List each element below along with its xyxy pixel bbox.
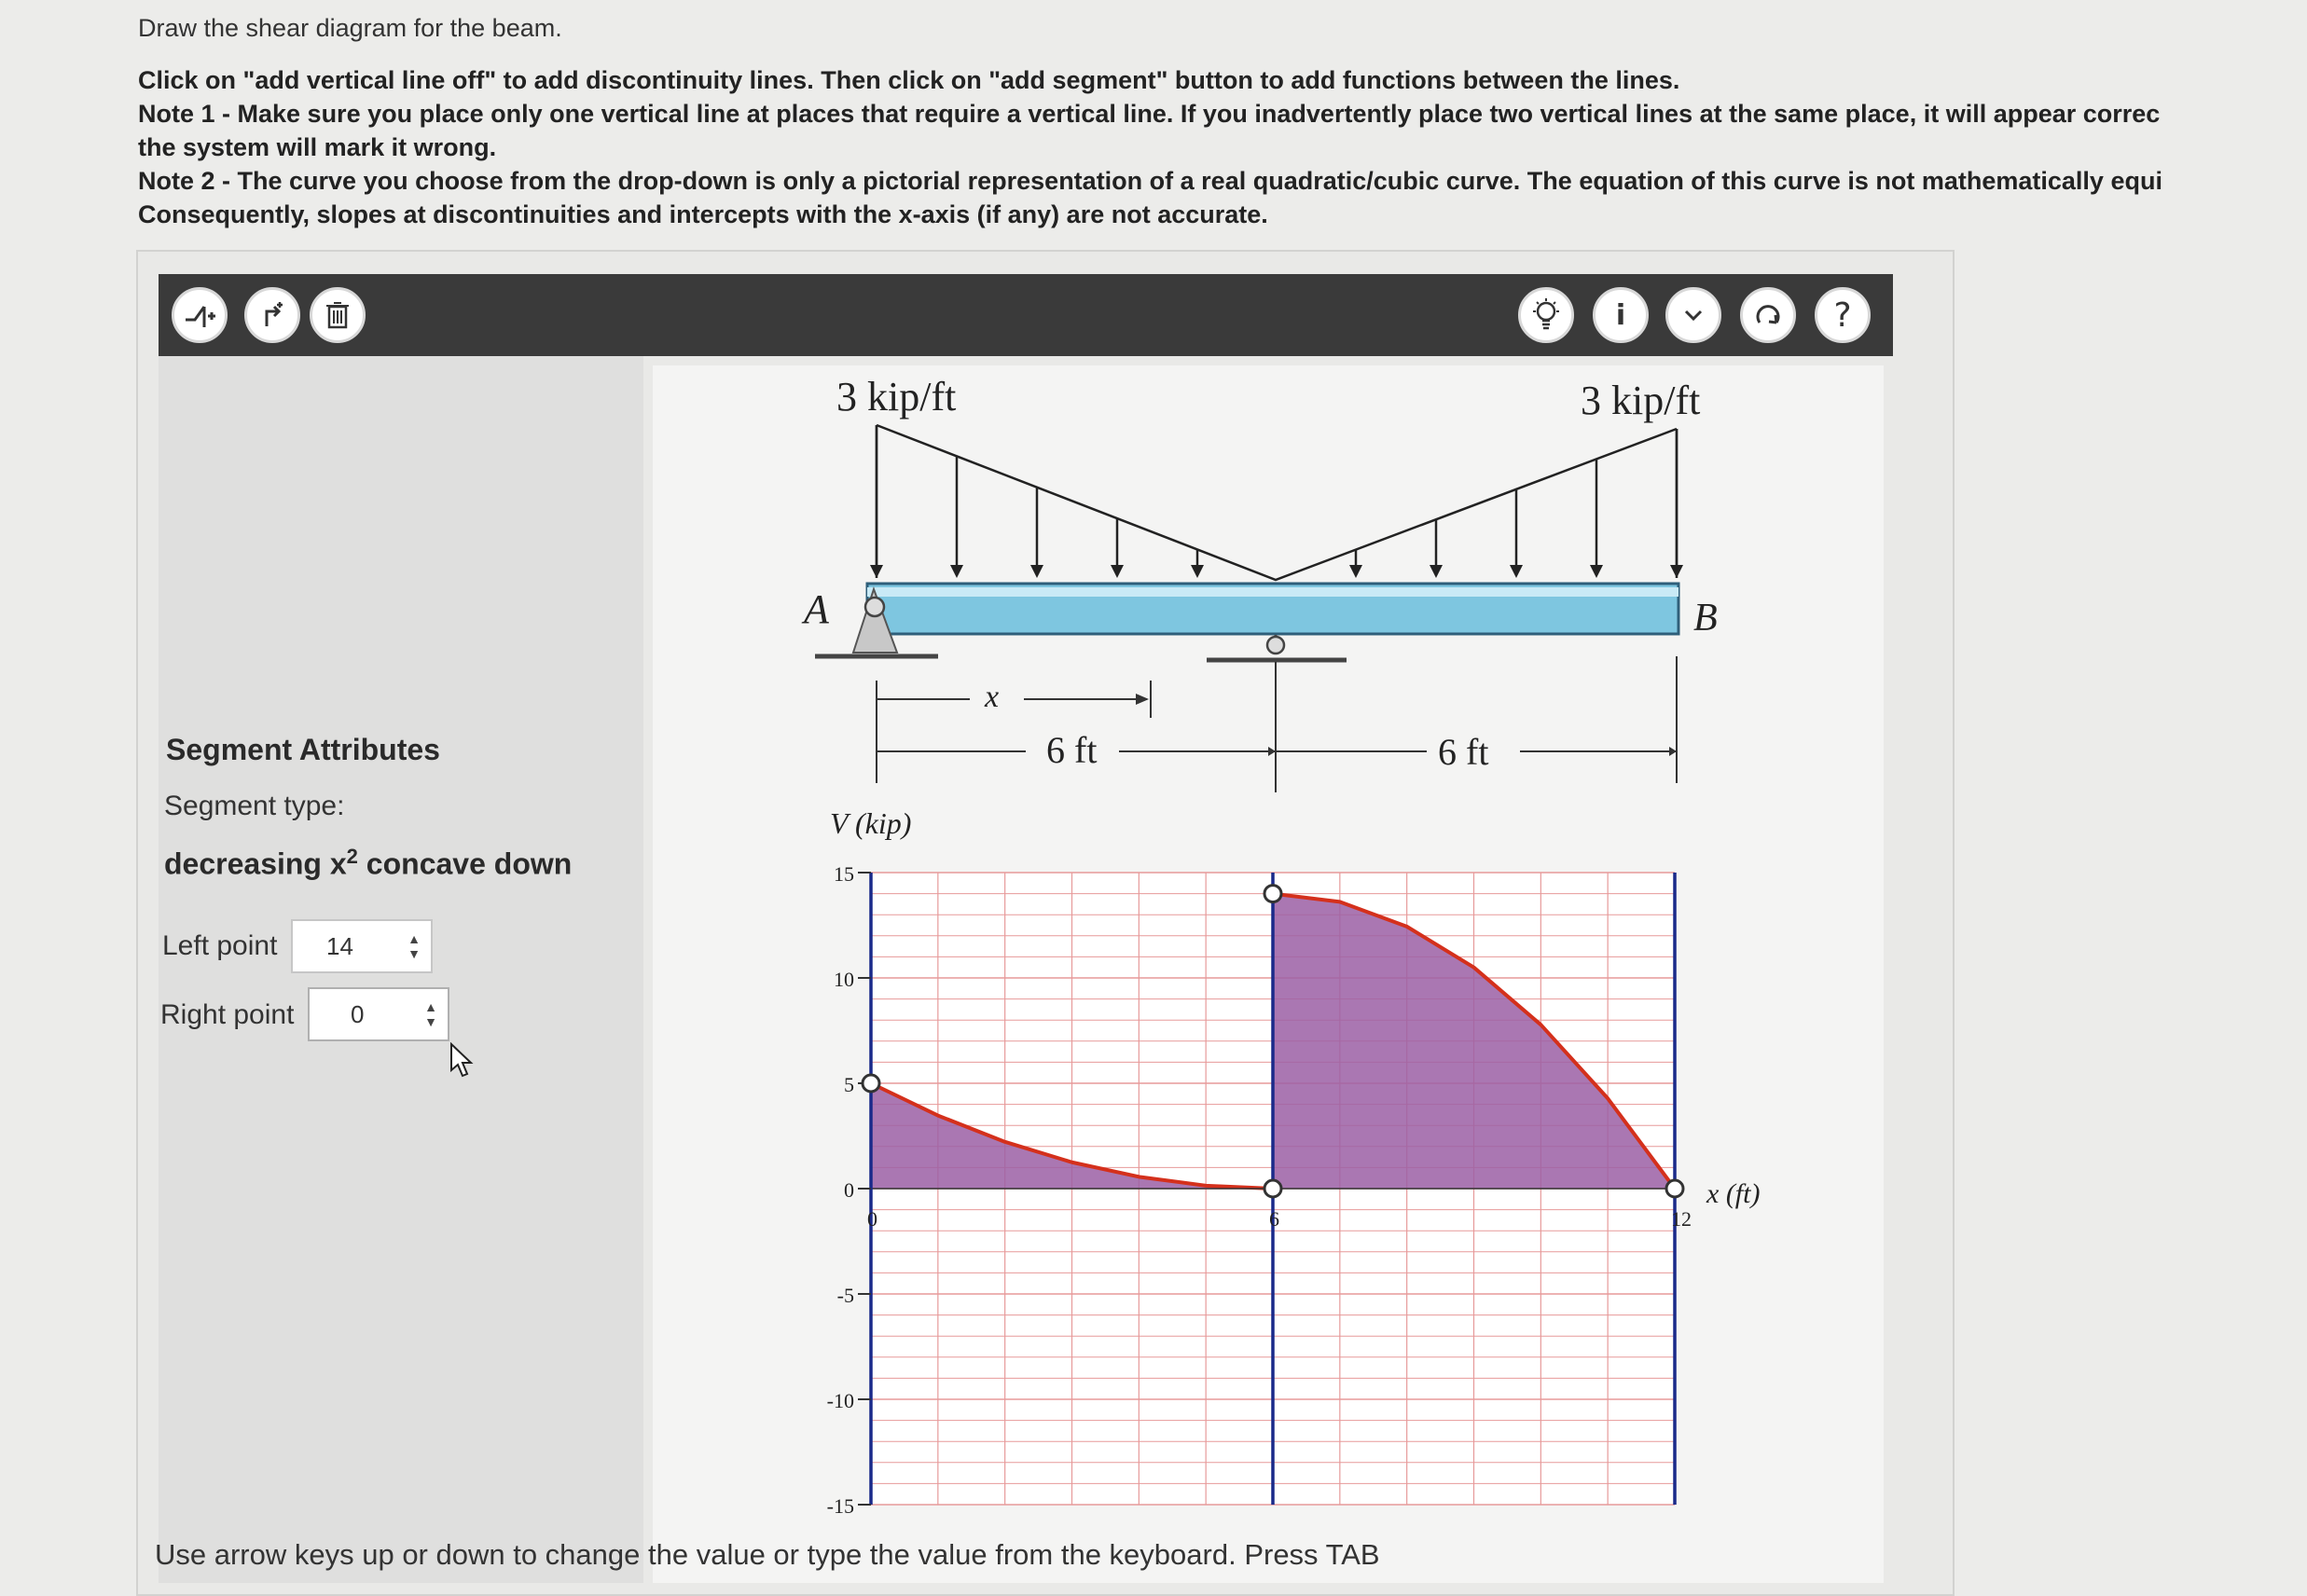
down-arrow-icon[interactable]: ▼: [424, 1014, 437, 1029]
right-point-value[interactable]: 0: [351, 999, 365, 1028]
load-arrow-head: [1349, 565, 1362, 578]
note-1-cont: the system will mark it wrong.: [138, 133, 497, 161]
left-point-label: Left point: [162, 930, 278, 961]
x-dimension-line: [877, 681, 1151, 718]
segment-endpoint-handle[interactable]: [1666, 1180, 1683, 1197]
x-label: x: [985, 680, 1000, 714]
segment-attributes-title: Segment Attributes: [166, 733, 440, 766]
support-a-label: A: [804, 586, 829, 632]
dimension-extension-lines: [877, 656, 1677, 792]
load-arrow-head: [870, 565, 883, 578]
load-arrow-head: [1111, 565, 1124, 578]
footer-help-text: Use arrow keys up or down to change the value or type the value from the keyboard. Press TAB: [155, 1538, 1380, 1571]
y-tick-label: 0: [844, 1178, 854, 1202]
segment-type-text-rest: concave down: [357, 846, 573, 881]
y-tick-label: 15: [834, 862, 854, 886]
y-tick-label: 10: [834, 968, 854, 991]
load-outline: [877, 425, 1677, 580]
support-b-label: B: [1693, 597, 1718, 640]
y-axis-title: V (kip): [830, 806, 912, 840]
load-edges: [877, 425, 1677, 578]
load-arrow-head: [1191, 565, 1204, 578]
load-arrow-head: [1430, 565, 1443, 578]
load-arrow-head: [1670, 565, 1683, 578]
load-arrow-head: [1510, 565, 1523, 578]
load-arrow-head: [1590, 565, 1603, 578]
segment-endpoint-handle[interactable]: [1264, 886, 1281, 902]
load-arrow-head: [1030, 565, 1043, 578]
y-tick-label: -15: [826, 1494, 854, 1518]
down-arrow-icon[interactable]: ▼: [408, 946, 421, 961]
dim-right-label: 6 ft: [1438, 731, 1489, 773]
load-arrows: [870, 425, 1683, 578]
shear-chart[interactable]: [827, 862, 1692, 1518]
note-2: Note 2 - The curve you choose from the drop-down is only a pictorial representation of a real quadratic/cubic curve. The equation of this curve is not mathematically equi: [138, 167, 2162, 195]
x-dimension-arrow: [1136, 694, 1149, 705]
y-tick-label: -10: [826, 1389, 854, 1412]
segment-type-label: Segment type:: [164, 791, 345, 821]
x-axis-title: x (ft): [1706, 1178, 1761, 1209]
segment-endpoint-handle[interactable]: [1264, 1180, 1281, 1197]
beam-highlight: [867, 587, 1678, 597]
note-1: Note 1 - Make sure you place only one vertical line at places that require a vertical line. If you inadvertently place two vertical lines at the same place, it will appear correc: [138, 100, 2161, 128]
instruction-line: Click on "add vertical line off" to add discontinuity lines. Then click on "add segment" button to add functions between the lines.: [138, 66, 1680, 94]
x-tick-label: 0: [867, 1207, 877, 1231]
y-tick-label: 5: [844, 1073, 854, 1096]
note-2-cont: Consequently, slopes at discontinuities and intercepts with the x-axis (if any) are not accurate.: [138, 200, 1268, 228]
load-left-label: 3 kip/ft: [836, 374, 957, 420]
info-icon: i: [1615, 298, 1626, 332]
load-arrow-head: [950, 565, 963, 578]
pin-a: [865, 598, 884, 616]
left-point-value[interactable]: 14: [326, 931, 353, 960]
segment-type-exponent: 2: [346, 845, 358, 868]
roller: [1267, 637, 1284, 654]
up-arrow-icon[interactable]: ▲: [424, 999, 437, 1014]
problem-title: Draw the shear diagram for the beam.: [138, 14, 562, 42]
dim-left-label: 6 ft: [1046, 729, 1098, 771]
load-right-label: 3 kip/ft: [1581, 378, 1701, 423]
segment-endpoint-handle[interactable]: [863, 1075, 879, 1092]
right-point-label: Right point: [160, 999, 295, 1030]
y-tick-label: -5: [836, 1284, 854, 1307]
x-tick-label: 6: [1269, 1207, 1279, 1231]
segment-type-text: decreasing x: [164, 846, 347, 881]
x-tick-label: 12: [1671, 1207, 1692, 1231]
up-arrow-icon[interactable]: ▲: [408, 931, 421, 946]
help-icon: ?: [1833, 296, 1852, 335]
